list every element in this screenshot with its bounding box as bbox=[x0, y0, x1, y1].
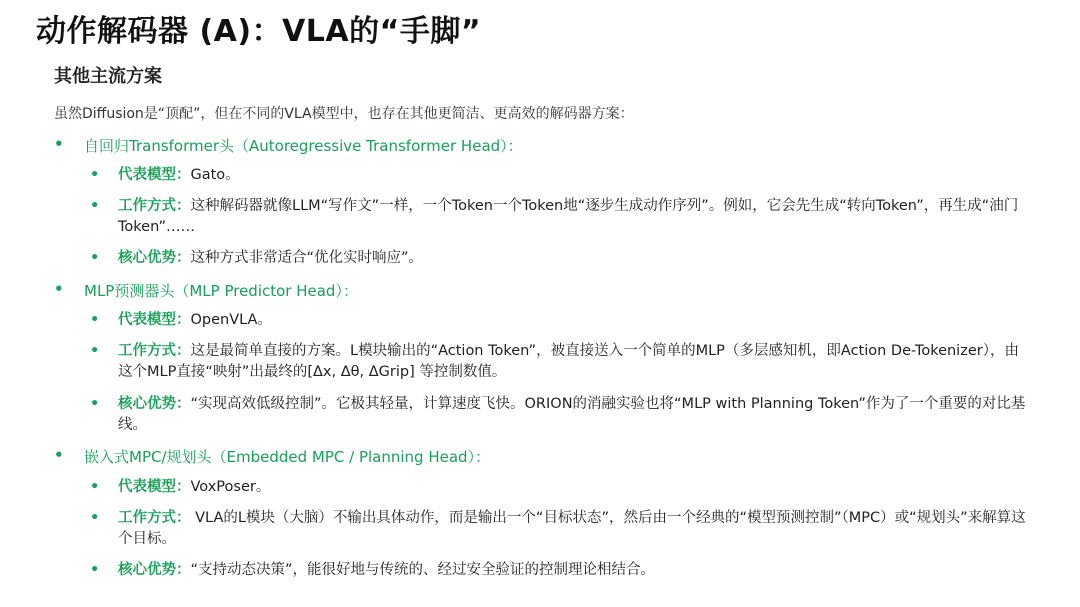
bullet-icon: • bbox=[54, 446, 64, 464]
item-label: 代表模型： bbox=[118, 167, 191, 183]
item-text: OpenVLA。 bbox=[190, 312, 272, 328]
item-text: 这是最简单直接的方案。L模块输出的“Action Token”，被直接送入一个简单的MLP（多层感知机，即Action De-Tokenizer），由这个MLP直接“映射”出最终的[Δx, Δθ, ΔGrip] 等控制数值。 bbox=[118, 343, 1019, 380]
bullet-icon: • bbox=[90, 562, 100, 578]
item-text: VLA的L模块（大脑）不输出具体动作，而是输出一个“目标状态”，然后由一个经典的“模型预测控制”（MPC）或“规划头”来解算这个目标。 bbox=[118, 510, 1026, 547]
bullet-icon: • bbox=[54, 280, 64, 298]
bullet-icon: • bbox=[90, 167, 100, 183]
item-text: 这种方式非常适合“优化实时响应”。 bbox=[190, 250, 424, 266]
bullet-icon: • bbox=[90, 343, 100, 359]
item-text: “实现高效低级控制”。它极其轻量，计算速度飞快。ORION的消融实验也将“MLP with Planning Token”作为了一个重要的对比基线。 bbox=[118, 396, 1026, 433]
intro-text: 虽然Diffusion是“顶配”，但在不同的VLA模型中，也存在其他更简洁、更高效的解码器方案： bbox=[54, 106, 634, 122]
item-label: 代表模型： bbox=[118, 312, 191, 328]
section-heading-text: MLP预测器头（MLP Predictor Head）： bbox=[84, 282, 358, 300]
item-label: 工作方式： bbox=[118, 198, 191, 214]
bullet-icon: • bbox=[90, 250, 100, 266]
section-subtitle: 其他主流方案 bbox=[54, 66, 162, 87]
item-label: 工作方式： bbox=[118, 510, 191, 526]
item-label: 代表模型： bbox=[118, 479, 191, 495]
slide-title: 动作解码器 (A)：VLA的“手脚” bbox=[36, 14, 482, 49]
item-label: 核心优势： bbox=[118, 396, 191, 412]
item-label: 工作方式： bbox=[118, 343, 191, 359]
section-heading-text: 自回归Transformer头（Autoregressive Transformer Head）： bbox=[84, 137, 523, 155]
bullet-icon: • bbox=[90, 198, 100, 214]
item-text: Gato。 bbox=[190, 167, 240, 183]
bullet-icon: • bbox=[54, 135, 64, 153]
item-text: “支持动态决策”，能很好地与传统的、经过安全验证的控制理论相结合。 bbox=[190, 562, 656, 578]
section-heading-text: 嵌入式MPC/规划头（Embedded MPC / Planning Head）： bbox=[84, 448, 491, 466]
item-text: VoxPoser。 bbox=[190, 479, 271, 495]
bullet-icon: • bbox=[90, 312, 100, 328]
item-label: 核心优势： bbox=[118, 250, 191, 266]
item-text: 这种解码器就像LLM“写作文”一样，一个Token一个Token地“逐步生成动作序列”。例如，它会先生成“转向Token”，再生成“油门Token”…… bbox=[118, 198, 1019, 235]
item-label: 核心优势： bbox=[118, 562, 191, 578]
bullet-icon: • bbox=[90, 510, 100, 526]
bullet-icon: • bbox=[90, 396, 100, 412]
bullet-icon: • bbox=[90, 479, 100, 495]
